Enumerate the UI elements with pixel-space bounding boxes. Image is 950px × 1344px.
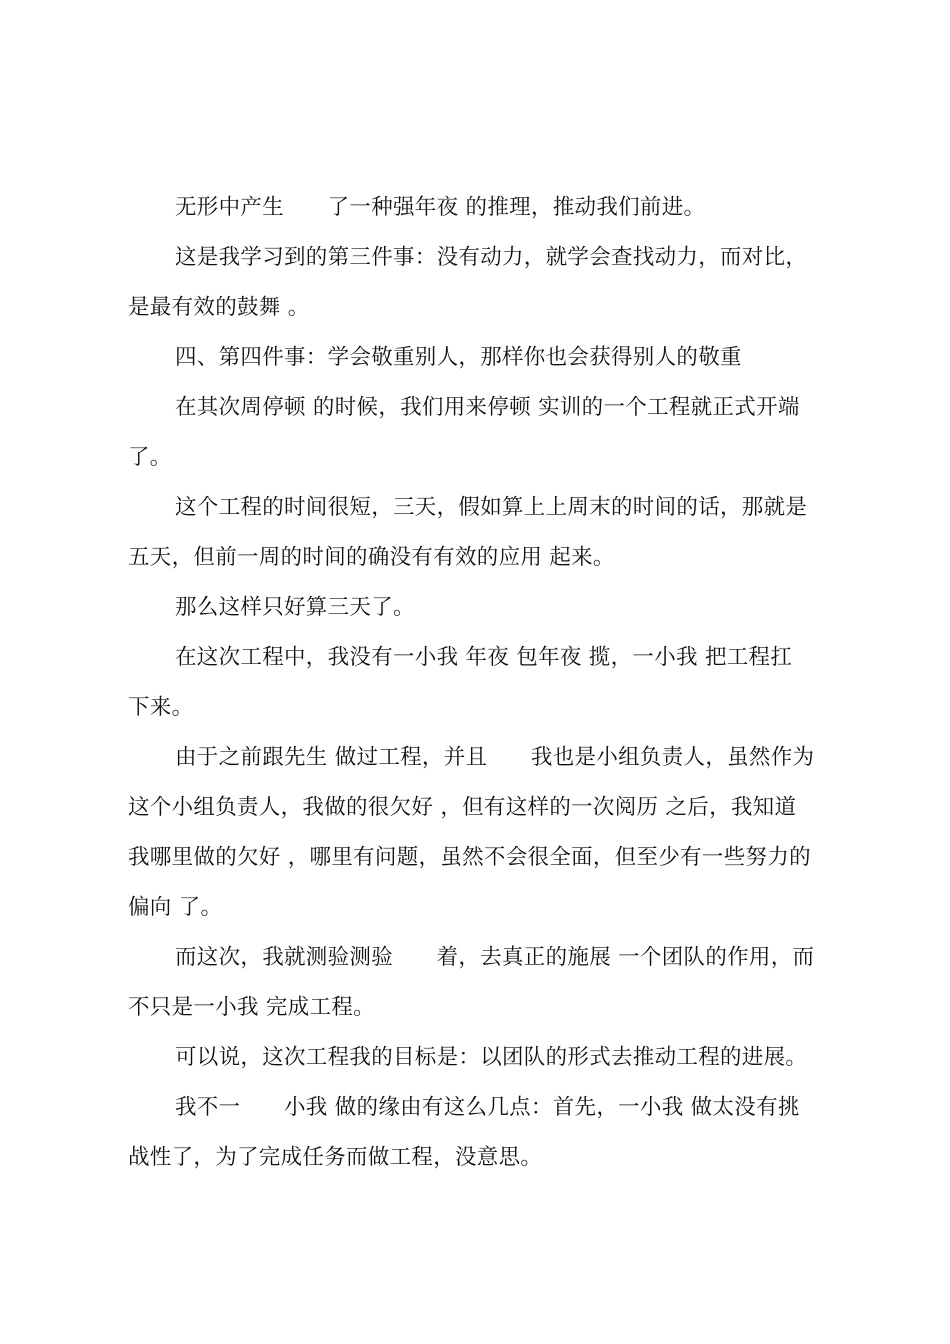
text-line: 在这次工程中，我没有一小我 年夜 包年夜 揽，一小我 把工程扛 bbox=[175, 645, 793, 670]
text-line: 我不一 小我 做的缘由有这么几点：首先，一小我 做太没有挑 bbox=[175, 1095, 800, 1120]
section-heading: 四、第四件事：学会敬重别人，那样你也会获得别人的敬重 bbox=[175, 345, 742, 370]
text-line: 这是我学习到的第三件事：没有动力，就学会查找动力，而对比， bbox=[175, 245, 808, 270]
text-line: 了。 bbox=[128, 445, 172, 470]
text-line: 我哪里做的欠好 ，哪里有问题，虽然不会很全面，但至少有一些努力的 bbox=[128, 845, 811, 870]
text-line: 由于之前跟先生 做过工程，并且 我也是小组负责人，虽然作为 bbox=[175, 745, 815, 770]
text-line: 五天，但前一周的时间的确没有有效的应用 起来。 bbox=[128, 545, 615, 570]
text-line: 那么这样只好算三天了。 bbox=[175, 595, 415, 620]
text-line: 无形中产生 了一种强年夜 的推理，推动我们前进。 bbox=[175, 195, 706, 220]
text-line: 可以说，这次工程我的目标是：以团队的形式去推动工程的进展。 bbox=[175, 1045, 808, 1070]
text-line: 偏向 了。 bbox=[128, 895, 223, 920]
text-line: 下来。 bbox=[128, 695, 194, 720]
text-line: 这个小组负责人，我做的很欠好 ，但有这样的一次阅历 之后，我知道 bbox=[128, 795, 797, 820]
text-line: 而这次，我就测验测验 着，去真正的施展 一个团队的作用，而 bbox=[175, 945, 815, 970]
text-line: 这个工程的时间很短，三天，假如算上上周末的时间的话，那就是 bbox=[175, 495, 808, 520]
text-line: 在其次周停顿 的时候，我们用来停顿 实训的一个工程就正式开端 bbox=[175, 395, 800, 420]
text-line: 不只是一小我 完成工程。 bbox=[128, 995, 375, 1020]
text-line: 是最有效的鼓舞 。 bbox=[128, 295, 310, 320]
text-line: 战性了，为了完成任务而做工程，没意思。 bbox=[128, 1145, 543, 1170]
